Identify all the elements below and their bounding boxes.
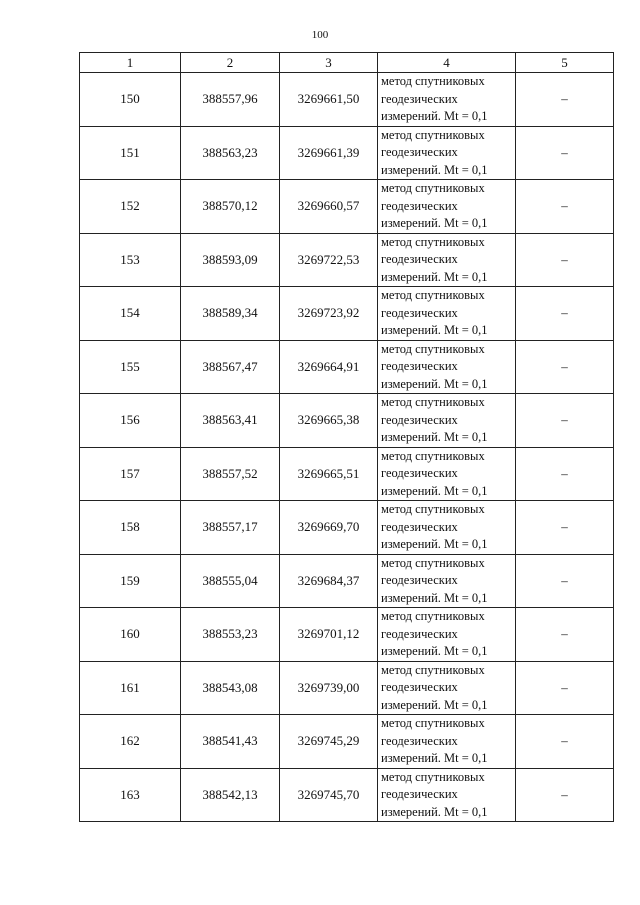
method-text-line: геодезических [381, 91, 458, 106]
note-cell: – [516, 661, 614, 715]
coordinate-x-cell: 388541,43 [181, 715, 280, 769]
coordinate-y-cell: 3269661,50 [280, 73, 378, 127]
method-text-line: метод спутниковых [381, 502, 485, 516]
method-text-line: геодезических [381, 680, 458, 694]
note-cell: – [516, 715, 614, 769]
note-cell: – [516, 233, 614, 287]
coordinate-x-cell: 388563,41 [181, 394, 280, 448]
note-cell: – [516, 394, 614, 448]
method-text-line: измерений. Mt = 0,1 [381, 376, 488, 391]
method-text-line: геодезических [381, 466, 458, 480]
coordinate-y-cell: 3269664,91 [280, 340, 378, 394]
page-number: 100 [311, 29, 329, 41]
point-number-cell: 152 [80, 180, 181, 234]
point-number-cell: 150 [80, 73, 181, 127]
point-number-cell: 161 [80, 661, 181, 715]
method-text-line: метод спутниковых [381, 127, 485, 142]
note-cell: – [516, 287, 614, 341]
method-text-line: измерений. Mt = 0,1 [381, 804, 488, 819]
header-col-5: 5 [516, 53, 614, 73]
point-number-cell: 153 [80, 233, 181, 287]
point-number-cell: 156 [80, 394, 181, 448]
table-row [80, 287, 614, 341]
method-text-line: метод спутниковых [381, 716, 485, 730]
coordinate-x-cell: 388557,96 [181, 73, 280, 127]
method-cell [378, 661, 516, 715]
method-text-line: метод спутниковых [381, 448, 485, 463]
method-text-line: геодезических [381, 305, 458, 320]
point-number-cell: 151 [80, 126, 181, 180]
point-number-cell: 155 [80, 340, 181, 394]
table-row [80, 661, 614, 715]
coordinate-x-cell: 388553,23 [181, 608, 280, 662]
point-number-cell: 159 [80, 554, 181, 608]
method-text-line: метод спутниковых [381, 74, 485, 88]
method-text-line: метод спутниковых [381, 662, 485, 677]
method-text-line: измерений. Mt = 0,1 [381, 269, 488, 284]
method-text-line: геодезических [381, 519, 458, 534]
coordinate-x-cell: 388567,47 [181, 340, 280, 394]
point-number-cell: 158 [80, 501, 181, 555]
method-cell [378, 608, 516, 662]
coordinate-y-cell: 3269669,70 [280, 501, 378, 555]
coordinate-y-cell: 3269661,39 [280, 126, 378, 180]
coordinate-x-cell: 388557,17 [181, 501, 280, 555]
method-text-line: измерений. Mt = 0,1 [381, 216, 488, 230]
method-text-line: измерений. Mt = 0,1 [381, 162, 488, 177]
method-text-line: геодезических [381, 145, 458, 159]
method-cell [378, 73, 516, 127]
note-cell: – [516, 501, 614, 555]
method-text-line: геодезических [381, 359, 458, 373]
method-text-line: метод спутниковых [381, 395, 485, 409]
coordinate-x-cell: 388557,52 [181, 447, 280, 501]
method-text-line: измерений. Mt = 0,1 [381, 537, 488, 551]
note-cell: – [516, 126, 614, 180]
method-text-line: геодезических [381, 252, 458, 266]
coordinate-y-cell: 3269745,70 [280, 768, 378, 822]
note-cell: – [516, 447, 614, 501]
coordinates-table [79, 52, 614, 822]
note-cell: – [516, 608, 614, 662]
method-text-line: измерений. Mt = 0,1 [381, 323, 488, 337]
coordinate-y-cell: 3269665,51 [280, 447, 378, 501]
method-text-line: измерений. Mt = 0,1 [381, 483, 488, 498]
table-row [80, 73, 614, 127]
method-text-line: метод спутниковых [381, 181, 485, 195]
header-col-3: 3 [280, 53, 378, 73]
coordinate-y-cell: 3269660,57 [280, 180, 378, 234]
point-number-cell: 163 [80, 768, 181, 822]
point-number-cell: 160 [80, 608, 181, 662]
method-text-line: измерений. Mt = 0,1 [381, 644, 488, 658]
coordinate-y-cell: 3269701,12 [280, 608, 378, 662]
method-text-line: измерений. Mt = 0,1 [381, 590, 488, 605]
method-text-line: геодезических [381, 733, 458, 748]
header-col-2: 2 [181, 53, 280, 73]
coordinate-x-cell: 388589,34 [181, 287, 280, 341]
table-row [80, 608, 614, 662]
method-cell [378, 180, 516, 234]
method-text-line: геодезических [381, 412, 458, 427]
method-cell [378, 768, 516, 822]
coordinate-x-cell: 388593,09 [181, 233, 280, 287]
table-header-row [80, 53, 614, 73]
method-cell [378, 287, 516, 341]
table-row [80, 768, 614, 822]
method-text-line: метод спутниковых [381, 555, 485, 570]
coordinate-y-cell: 3269722,53 [280, 233, 378, 287]
table-body [80, 73, 614, 822]
method-text-line: геодезических [381, 626, 458, 641]
coordinate-x-cell: 388563,23 [181, 126, 280, 180]
note-cell: – [516, 340, 614, 394]
coordinate-y-cell: 3269684,37 [280, 554, 378, 608]
note-cell: – [516, 768, 614, 822]
table-row [80, 394, 614, 448]
method-text-line: метод спутниковых [381, 288, 485, 302]
method-text-line: измерений. Mt = 0,1 [381, 109, 488, 123]
method-cell [378, 501, 516, 555]
note-cell: – [516, 73, 614, 127]
header-col-1: 1 [80, 53, 181, 73]
method-text-line: метод спутниковых [381, 341, 485, 356]
method-text-line: метод спутниковых [381, 609, 485, 623]
method-cell [378, 554, 516, 608]
method-text-line: геодезических [381, 198, 458, 213]
method-cell [378, 447, 516, 501]
method-text-line: измерений. Mt = 0,1 [381, 697, 488, 712]
coordinate-y-cell: 3269723,92 [280, 287, 378, 341]
coordinate-x-cell: 388570,12 [181, 180, 280, 234]
header-col-4: 4 [378, 53, 516, 73]
point-number-cell: 157 [80, 447, 181, 501]
method-text-line: геодезических [381, 787, 458, 801]
table-row [80, 340, 614, 394]
method-cell [378, 394, 516, 448]
coordinate-y-cell: 3269745,29 [280, 715, 378, 769]
method-cell [378, 233, 516, 287]
table-row [80, 501, 614, 555]
table-row [80, 233, 614, 287]
table-row [80, 715, 614, 769]
coordinate-x-cell: 388543,08 [181, 661, 280, 715]
method-cell [378, 126, 516, 180]
coordinate-x-cell: 388555,04 [181, 554, 280, 608]
method-cell [378, 340, 516, 394]
coordinate-y-cell: 3269739,00 [280, 661, 378, 715]
method-text-line: измерений. Mt = 0,1 [381, 430, 488, 444]
method-cell [378, 715, 516, 769]
coordinate-y-cell: 3269665,38 [280, 394, 378, 448]
table-row [80, 447, 614, 501]
table-row [80, 554, 614, 608]
table-row [80, 126, 614, 180]
method-text-line: метод спутниковых [381, 234, 485, 249]
point-number-cell: 154 [80, 287, 181, 341]
method-text-line: измерений. Mt = 0,1 [381, 751, 488, 765]
point-number-cell: 162 [80, 715, 181, 769]
note-cell: – [516, 180, 614, 234]
note-cell: – [516, 554, 614, 608]
table-row [80, 180, 614, 234]
method-text-line: метод спутниковых [381, 769, 485, 784]
coordinate-x-cell: 388542,13 [181, 768, 280, 822]
method-text-line: геодезических [381, 573, 458, 587]
